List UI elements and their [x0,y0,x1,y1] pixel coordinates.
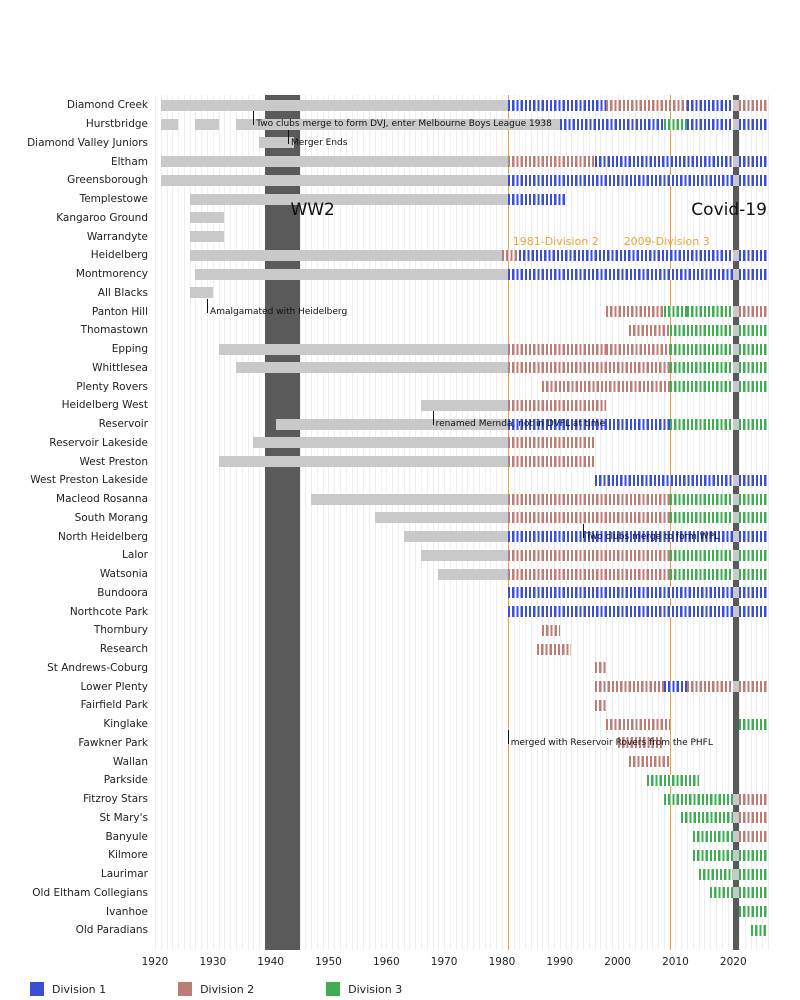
y-axis-label: Kinglake [103,718,148,731]
y-axis-label: Kilmore [108,849,148,862]
y-axis-label: Ivanhoe [106,905,148,918]
grid-line [242,95,243,950]
legend-item-division-2 [178,982,254,996]
y-axis-label: Watsonia [99,568,148,581]
timeline-bar [508,156,595,167]
annotation-text: merged with Reservoir Rovers from the PHFL [510,737,713,748]
timeline-bar [606,344,670,355]
timeline-bar [508,269,734,280]
grid-line [346,95,347,950]
timeline-bar [739,512,768,523]
y-axis-label: Templestowe [79,193,148,206]
annotation-tick [288,130,289,144]
y-axis-label: Reservoir Lakeside [49,436,148,449]
x-axis-tick: 2000 [604,956,631,968]
y-axis-label: Lower Plenty [80,680,148,693]
grid-line [167,95,168,950]
timeline-bar [739,869,768,880]
y-axis-label: Plenty Rovers [76,380,148,393]
grid-line [224,95,225,950]
timeline-bar [560,119,664,130]
timeline-bar [253,437,507,448]
y-axis-label: Eltham [111,155,148,168]
y-axis-label: Fawkner Park [78,736,148,749]
timeline-bar [508,587,734,598]
y-axis-label: Diamond Valley Juniors [27,136,148,149]
y-axis-label: Bundoora [97,586,148,599]
y-axis-label: Banyule [105,830,148,843]
grid-line [334,95,335,950]
grid-line [161,95,162,950]
grid-line [340,95,341,950]
y-axis-label: Heidelberg [90,249,148,262]
timeline-bar [236,362,508,373]
grid-line [248,95,249,950]
timeline-bar [739,569,768,580]
timeline-bar [508,400,606,411]
timeline-bar [542,625,559,636]
timeline-bar [739,306,768,317]
timeline-bar [739,681,768,692]
timeline-bar [606,100,687,111]
x-axis-tick: 1950 [315,956,342,968]
timeline-bar [508,100,606,111]
timeline-bar [542,381,669,392]
y-axis-label: Macleod Rosanna [56,493,148,506]
timeline-bar [681,812,733,823]
era-label-2009: 2009-Division 3 [623,235,710,248]
timeline-bar [670,381,734,392]
timeline-bar [664,681,687,692]
x-axis-tick: 1920 [141,956,169,968]
y-axis-label: North Heidelberg [58,530,148,543]
x-axis-tick: 2020 [719,956,747,968]
grid-line [363,95,364,950]
annotation-tick [207,299,208,313]
timeline-bar [595,681,664,692]
timeline-bar [508,437,595,448]
grid-line [253,95,254,950]
timeline-bar [664,119,687,130]
timeline-bar [647,775,699,786]
y-axis-label: Whittlesea [92,361,148,374]
y-axis-label: All Blacks [97,286,148,299]
grid-line [236,95,237,950]
timeline-bar [739,100,768,111]
timeline-bar [739,850,768,861]
grid-line [352,95,353,950]
timeline-bar [219,344,508,355]
timeline-bar [190,287,213,298]
legend-swatch-division-3 [326,982,340,996]
grid-line [328,95,329,950]
timeline-bar [606,719,670,730]
y-axis-label: Greensborough [67,174,148,187]
y-axis-label: St Andrews-Coburg [47,661,148,674]
grid-line [357,95,358,950]
y-axis-label: Hurstbridge [85,118,148,131]
legend-label-division-1: Division 1 [52,982,107,996]
timeline-bar [693,850,733,861]
grid-line [300,95,301,950]
timeline-bar [739,156,768,167]
y-axis-label: Thomastown [80,324,148,337]
timeline-bar [190,194,508,205]
timeline-bar [161,156,508,167]
timeline-bar [508,606,734,617]
timeline-bar [195,119,218,130]
timeline-bar [670,419,734,430]
timeline-bar [739,531,768,542]
timeline-bar [670,325,734,336]
x-axis-tick: 1990 [546,956,574,968]
annotation-tick [433,411,434,425]
timeline-bar [670,512,734,523]
timeline-bar [664,794,733,805]
timeline-bar [739,494,768,505]
timeline-bar [508,456,595,467]
y-axis-label: Parkside [103,774,148,787]
timeline-bar [502,250,519,261]
ww2-band [265,95,300,950]
timeline-bar [508,512,670,523]
timeline-bar [687,100,733,111]
timeline-bar [699,869,734,880]
timeline-bar [537,644,572,655]
timeline-bar [693,831,733,842]
y-axis-label: Heidelberg West [61,399,148,412]
y-axis-label: Laurimar [100,868,148,881]
y-axis-label: Montmorency [75,268,148,281]
timeline-bar [739,887,768,898]
y-axis-label: St Mary's [99,811,148,824]
timeline-bar [606,306,664,317]
legend-label-division-2: Division 2 [200,982,255,996]
annotation-text: renamed Mernda, not in DVFL at time [435,419,606,430]
annotation-tick [508,730,509,744]
timeline-bar [375,512,508,523]
timeline-bar [739,362,768,373]
annotation-text: Merger Ends [291,137,348,148]
x-axis-tick: 1930 [199,956,227,968]
timeline-bar [311,494,508,505]
annotation-text: Two clubs merge to form DVJ, enter Melbourne Boys League 1938 [256,119,552,130]
timeline-bar [670,344,734,355]
timeline-bar [595,662,607,673]
x-axis-tick: 1960 [372,956,400,968]
grid-line [768,95,769,950]
y-axis-label: Warrandyte [86,230,148,243]
timeline-bar [739,606,768,617]
x-axis-tick: 1940 [257,956,285,968]
timeline-bar [629,756,669,767]
grid-line [311,95,312,950]
y-axis-label: Research [99,643,148,656]
legend-item-division-3 [326,982,402,996]
legend-swatch-division-1 [30,982,44,996]
timeline-bar [508,569,670,580]
timeline-bar [595,475,734,486]
timeline-bar [739,812,768,823]
grid-line [172,95,173,950]
y-axis-label: Northcote Park [69,605,148,618]
timeline-bar [508,175,734,186]
annotation-tick [583,524,584,538]
y-axis-label: Wallan [112,755,148,768]
timeline-bar [421,400,508,411]
y-axis-label: Fitzroy Stars [83,793,148,806]
timeline-bar [190,250,502,261]
timeline-bar [739,587,768,598]
y-axis-label: South Morang [74,511,148,524]
grid-line [369,95,370,950]
legend-item-division-1 [30,982,106,996]
timeline-bar [739,419,768,430]
timeline-bar [739,475,768,486]
y-axis-label: Old Eltham Collegians [32,886,148,899]
legend-swatch-division-2 [178,982,192,996]
era-label-1981: 1981-Division 2 [512,235,599,248]
timeline-bar [739,719,768,730]
y-axis-label: Panton Hill [91,305,148,318]
timeline-bar [421,550,508,561]
timeline-bar [670,494,734,505]
timeline-bar [739,381,768,392]
timeline-bar [739,550,768,561]
timeline-bar [739,269,768,280]
covid-band-label: Covid-19 [691,200,767,220]
timeline-bar [629,325,669,336]
timeline-bar [687,681,733,692]
timeline-bar [739,794,768,805]
legend [30,980,474,998]
timeline-bar [161,100,508,111]
timeline-bar [508,494,670,505]
timeline-bar [595,700,607,711]
ww2-band-label: WW2 [290,200,335,220]
grid-line [259,95,260,950]
timeline-bar [519,250,733,261]
timeline-bar [508,362,670,373]
grid-line [184,95,185,950]
plot-area [155,95,768,950]
timeline-bar [190,231,225,242]
y-axis-label: Epping [111,343,148,356]
timeline-bar [508,344,606,355]
timeline-bar [739,906,768,917]
grid-line [178,95,179,950]
timeline-bar [687,119,733,130]
timeline-bar [739,250,768,261]
timeline-bar [190,212,225,223]
x-axis-tick: 2010 [662,956,689,968]
timeline-bar [404,531,508,542]
timeline-bar [219,456,508,467]
y-axis-label: Reservoir [98,418,148,431]
timeline-bar [664,306,687,317]
timeline-bar [739,325,768,336]
timeline-bar [739,344,768,355]
timeline-bar [739,175,768,186]
grid-line [305,95,306,950]
x-axis-tick: 1980 [488,956,516,968]
y-axis-label: Fairfield Park [80,699,148,712]
grid-line [155,95,156,950]
y-axis-label: Kangaroo Ground [56,211,148,224]
timeline-bar [670,362,734,373]
timeline-bar [438,569,507,580]
grid-line [230,95,231,950]
legend-label-division-3: Division 3 [348,982,403,996]
timeline-bar [161,175,508,186]
y-axis-label: Thornbury [93,624,148,637]
timeline-bar [687,306,733,317]
timeline-bar [739,831,768,842]
y-axis-label: West Preston Lakeside [30,474,148,487]
timeline-bar [670,550,734,561]
annotation-text: Amalgamated with Heidelberg [210,306,348,317]
timeline-bar [508,194,566,205]
y-axis-label: Lalor [122,549,148,562]
timeline-bar [710,887,733,898]
y-axis-label: Diamond Creek [66,99,148,112]
x-axis-tick: 1970 [430,956,458,968]
timeline-bar [670,569,734,580]
timeline-bar [161,119,178,130]
grid-line [317,95,318,950]
grid-line [323,95,324,950]
annotation-text: Two clubs merge to form WPL [585,531,720,542]
timeline-bar [751,925,768,936]
timeline-bar [739,119,768,130]
timeline-bar [195,269,507,280]
annotation-tick [253,111,254,125]
timeline-bar [508,550,670,561]
y-axis-label: Old Paradians [75,924,148,937]
timeline-bar [595,156,734,167]
y-axis-label: West Preston [79,455,148,468]
